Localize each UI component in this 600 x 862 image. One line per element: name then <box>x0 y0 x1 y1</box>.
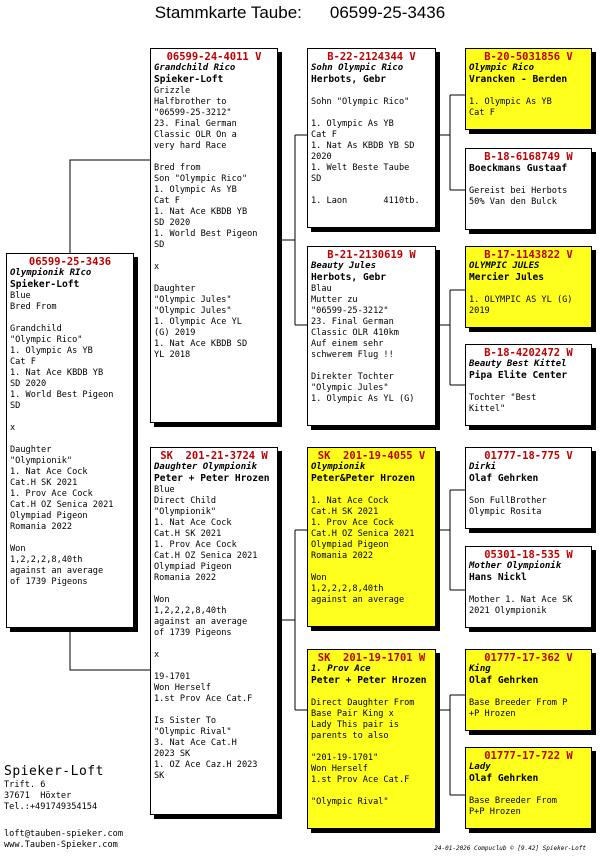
note-line <box>10 313 130 324</box>
note-line: 1,2,2,2,8,40th <box>311 584 384 594</box>
note-line <box>311 108 432 119</box>
note-line: Blau <box>311 284 332 294</box>
note-line: SD <box>10 401 21 411</box>
pigeon-card-father-sire[interactable] <box>307 48 436 228</box>
pigeon-card-fff[interactable] <box>465 48 592 130</box>
note-line <box>311 562 432 573</box>
note-line: 1. OZ Ace Caz.H 2023 <box>154 760 258 770</box>
note-line: parents to also <box>311 731 389 741</box>
note-line: Cat.H OZ Senica 2021 <box>154 551 258 561</box>
note-line: "Olympic Rival" <box>311 797 389 807</box>
note-line: Olympic Rosita <box>469 507 542 517</box>
note-line: Daughter <box>10 445 52 455</box>
note-line: SD <box>154 240 165 250</box>
note-line: 1. Prov Ace Cock <box>154 540 237 550</box>
breeder-name: Olaf Gehrken <box>469 473 539 484</box>
note-line <box>469 584 588 595</box>
pigeon-card-fmm[interactable] <box>465 344 592 426</box>
note-line <box>311 361 432 372</box>
breeder-name: Olaf Gehrken <box>469 773 539 784</box>
note-line <box>311 742 432 753</box>
note-line: very hard Race <box>154 141 227 151</box>
pigeon-notes <box>10 291 130 588</box>
note-line: 1. Prov Ace Cock <box>10 489 93 499</box>
note-line <box>469 284 588 295</box>
note-line: "Olympic Jules" <box>154 306 232 316</box>
pigeon-notes <box>311 687 432 808</box>
breeder-name: Pipa Elite Center <box>469 370 568 381</box>
title-ring-number: 06599-25-3436 <box>329 3 446 22</box>
breeder-street: Trift. 6 <box>4 780 46 790</box>
note-line: 50% Van den Bulck <box>469 197 557 207</box>
pigeon-name: OLYMPIC JULES <box>469 261 540 271</box>
note-line: 1. Nat Ace KBDB YB <box>10 368 104 378</box>
pigeon-notes <box>469 584 588 617</box>
pigeon-notes <box>154 86 274 361</box>
pigeon-name: Daughter Olympionik <box>154 462 257 472</box>
ring-number: SK 201-19-1701 W <box>317 652 426 664</box>
note-line: Olympiad Pigeon <box>154 562 232 572</box>
note-line: of 1739 Pigeons <box>10 577 88 587</box>
note-line: 23. Final German <box>154 119 237 129</box>
breeder-name: Spieker-Loft <box>10 279 80 290</box>
pigeon-name: Olympionik RIco <box>10 268 92 278</box>
breeder-name: Herbots, Gebr <box>311 272 387 283</box>
ring-number: SK 201-19-4055 V <box>317 450 426 462</box>
breeder-name: Hans Nickl <box>469 572 527 583</box>
note-line <box>311 687 432 698</box>
note-line: Auf einem sehr <box>311 339 384 349</box>
pigeon-name: Lady <box>469 762 491 772</box>
note-line: Direct Daughter From <box>311 698 415 708</box>
pigeon-name: Mother Olympionik <box>469 561 562 571</box>
note-line: Direkter Tochter <box>311 372 394 382</box>
note-line: 1. Nat Ace Cock <box>311 496 389 506</box>
note-line: against an average <box>154 617 248 627</box>
note-line: 1. Olympic As YB <box>469 97 552 107</box>
note-line: of 1739 Pigeons <box>154 628 232 638</box>
note-line: "Olympionik" <box>10 456 73 466</box>
pigeon-notes <box>469 284 588 317</box>
note-line: 2020 <box>311 152 332 162</box>
note-line: Romania 2022 <box>154 573 217 583</box>
pigeon-name: Grandchild Rico <box>154 63 236 73</box>
note-line: Won Herself <box>154 683 211 693</box>
pigeon-name: 1. Prov Ace <box>311 664 371 674</box>
breeder-name: Mercier Jules <box>469 272 545 283</box>
note-line: 19-1701 <box>154 672 191 682</box>
ring-number: B-20-5031856 V <box>484 51 573 63</box>
note-line: +P Hrozen <box>469 709 516 719</box>
breeder-name: Vrancken - Berden <box>469 74 568 85</box>
note-line: 2023 SK <box>154 749 191 759</box>
breeder-name: Peter&Peter Hrozen <box>311 473 415 484</box>
note-line: 1. World Best Pigeon <box>154 229 258 239</box>
note-line: Gereist bei Herbots <box>469 186 568 196</box>
note-line: Won <box>10 544 26 554</box>
note-line <box>469 485 588 496</box>
note-line: 1,2,2,2,8,40th <box>154 606 227 616</box>
note-line: "201-19-1701" <box>311 753 379 763</box>
note-line: Classic OLR 410km <box>311 328 399 338</box>
note-line: 1. Welt Beste Taube <box>311 163 410 173</box>
note-line: "Olympic Jules" <box>311 383 389 393</box>
note-line <box>154 661 274 672</box>
ring-number: 06599-25-3436 <box>28 256 112 268</box>
pigeon-notes <box>469 175 588 208</box>
pigeon-card-fmf[interactable] <box>465 246 592 328</box>
note-line: Lady This pair is <box>311 720 399 730</box>
note-line <box>154 152 274 163</box>
note-line: SK <box>154 771 165 781</box>
note-line: Daughter <box>154 284 196 294</box>
pigeon-card-mother-sire[interactable] <box>307 447 436 627</box>
pigeon-card-mfm[interactable] <box>465 546 592 628</box>
note-line: 1,2,2,2,8,40th <box>10 555 83 565</box>
note-line: Cat.H SK 2021 <box>154 529 222 539</box>
note-line: Cat.H SK 2021 <box>311 507 379 517</box>
pigeon-notes <box>469 86 588 119</box>
note-line: Cat F <box>311 130 337 140</box>
note-line <box>10 533 130 544</box>
ring-number: B-17-1143822 V <box>484 249 573 261</box>
ring-number: 01777-17-722 W <box>484 750 573 762</box>
contact-website[interactable]: www.Tauben-Spieker.com <box>4 840 118 850</box>
breeder-name: Boeckmans Gustaaf <box>469 163 568 174</box>
pigeon-card-ffm[interactable] <box>465 148 592 230</box>
note-line: x <box>154 262 160 272</box>
note-line: Base Breeder From P <box>469 698 568 708</box>
note-line <box>469 175 588 186</box>
note-line: "06599-25-3212" <box>311 306 389 316</box>
note-line: Cat F <box>469 108 495 118</box>
note-line: (G) 2019 <box>154 328 196 338</box>
note-line <box>154 639 274 650</box>
note-line: 1.st Prov Ace Cat.F <box>154 694 253 704</box>
note-line: "Olympic Rival" <box>154 727 232 737</box>
note-line: Blue <box>154 485 175 495</box>
note-line: Kittel" <box>469 404 506 414</box>
pigeon-card-mmm[interactable] <box>465 747 592 829</box>
breeder-name: Spieker-Loft <box>154 74 224 85</box>
note-line: Mother 1. Nat Ace SK <box>469 595 573 605</box>
note-line: x <box>154 650 160 660</box>
note-line: Won <box>154 595 170 605</box>
ring-number: 01777-18-775 V <box>484 450 573 462</box>
note-line: Cat.H OZ Senica 2021 <box>10 500 114 510</box>
note-line: Won Herself <box>311 764 368 774</box>
note-line: Is Sister To <box>154 716 217 726</box>
note-line <box>154 251 274 262</box>
ring-number: 05301-18-535 W <box>484 549 573 561</box>
note-line: Bred From <box>10 302 57 312</box>
pigeon-name: Olympionik <box>311 462 366 472</box>
note-line: "Olympic Rico" <box>10 335 83 345</box>
note-line: against an average <box>10 566 104 576</box>
note-line: Bred from <box>154 163 201 173</box>
pigeon-notes <box>469 485 588 518</box>
note-line: 1. Nat Ace KBDB YB <box>154 207 248 217</box>
pigeon-notes <box>311 485 432 606</box>
note-line: Base Breeder From <box>469 796 557 806</box>
pigeon-card-mother-dam[interactable] <box>307 649 436 829</box>
note-line: Son "Olympic Rico" <box>154 174 248 184</box>
note-line: SD 2020 <box>154 218 191 228</box>
note-line: SD 2020 <box>10 379 47 389</box>
note-line: Cat.H SK 2021 <box>10 478 78 488</box>
note-line <box>311 786 432 797</box>
note-line: Olympiad Pigeon <box>10 511 88 521</box>
pigeon-card-main[interactable] <box>6 253 134 628</box>
pigeon-notes <box>469 382 588 415</box>
ring-number: 06599-24-4011 V <box>166 51 262 63</box>
title-label: Stammkarte Taube: <box>154 3 302 22</box>
note-line: 1. Laon 4110tb. <box>311 196 420 206</box>
contact-email[interactable]: loft@tauben-spieker.com <box>4 829 123 839</box>
note-line: Cat F <box>10 357 36 367</box>
pigeon-card-father[interactable] <box>150 48 278 423</box>
note-line: 1. Nat As KBDB YB SD <box>311 141 415 151</box>
note-line <box>154 273 274 284</box>
note-line: Base Pair King x <box>311 709 394 719</box>
pigeon-card-mmf[interactable] <box>465 649 592 731</box>
note-line: Sohn "Olympic Rico" <box>311 97 410 107</box>
pigeon-card-father-dam[interactable] <box>307 246 436 426</box>
note-line: YL 2018 <box>154 350 191 360</box>
note-line: Won <box>311 573 327 583</box>
note-line: 2021 Olympionik <box>469 606 547 616</box>
pigeon-notes <box>311 284 432 405</box>
note-line: x <box>10 423 16 433</box>
note-line: Grandchild <box>10 324 62 334</box>
note-line <box>311 485 432 496</box>
pigeon-notes <box>469 785 588 818</box>
note-line: Cat F <box>154 196 180 206</box>
note-line: SD <box>311 174 322 184</box>
note-line: 1. Olympic As YB <box>10 346 93 356</box>
note-line: 23. Final German <box>311 317 394 327</box>
note-line: 1. World Best Pigeon <box>10 390 114 400</box>
pigeon-name: Beauty Best Kittel <box>469 359 567 369</box>
contact-footer <box>4 829 123 851</box>
note-line: 1. Olympic As YL (G) <box>311 394 415 404</box>
note-line: 1. Olympic Ace YL <box>154 317 242 327</box>
pigeon-name: Olympic Rico <box>469 63 535 73</box>
note-line: 1. Olympic As YB <box>311 119 394 129</box>
note-line <box>311 86 432 97</box>
note-line <box>469 86 588 97</box>
breeder-city: 37671 Höxter <box>4 791 72 801</box>
ring-number: B-21-2130619 W <box>327 249 416 261</box>
note-line: P+P Hrozen <box>469 807 521 817</box>
note-line: against an average <box>311 595 405 605</box>
note-line: 1. Olympic As YB <box>154 185 237 195</box>
note-line: 1. Nat Ace Cock <box>10 467 88 477</box>
note-line: "Olympionik" <box>154 507 217 517</box>
note-line: Romania 2022 <box>311 551 374 561</box>
note-line <box>10 434 130 445</box>
pigeon-name: Dirki <box>469 462 497 472</box>
note-line: Cat.H OZ Senica 2021 <box>311 529 415 539</box>
ring-number: SK 201-21-3724 W <box>160 450 268 462</box>
ring-number: B-18-6168749 W <box>484 151 573 163</box>
note-line: 1. Nat Ace KBDB SD <box>154 339 248 349</box>
note-line <box>154 705 274 716</box>
pigeon-notes <box>469 687 588 720</box>
note-line: Classic OLR On a <box>154 130 237 140</box>
breeder-name: Peter + Peter Hrozen <box>154 473 270 484</box>
note-line: Mutter zu <box>311 295 358 305</box>
note-line: 2019 <box>469 306 490 316</box>
note-line: "06599-25-3212" <box>154 108 232 118</box>
pigeon-card-mother[interactable] <box>150 447 278 815</box>
note-line: "Olympic Jules" <box>154 295 232 305</box>
note-line: Olympiad Pigeon <box>311 540 389 550</box>
note-line: Tochter "Best <box>469 393 537 403</box>
note-line: Romania 2022 <box>10 522 73 532</box>
note-line: 1. Nat Ace Cock <box>154 518 232 528</box>
note-line: 1.st Prov Ace Cat.F <box>311 775 410 785</box>
note-line: schwerem Flug !! <box>311 350 394 360</box>
note-line <box>469 687 588 698</box>
software-stamp: 24-01-2026 Compuclub © [9.42] Spieker-Loft <box>434 845 586 852</box>
note-line <box>311 185 432 196</box>
note-line: Blue <box>10 291 31 301</box>
note-line <box>469 382 588 393</box>
note-line: 1. Prov Ace Cock <box>311 518 394 528</box>
breeder-phone: Tel.:+491749354154 <box>4 802 98 812</box>
note-line: Direct Child <box>154 496 217 506</box>
pigeon-card-mff[interactable] <box>465 447 592 529</box>
note-line: Son FullBrother <box>469 496 547 506</box>
note-line <box>154 584 274 595</box>
breeder-address-block <box>4 764 104 813</box>
note-line <box>10 412 130 423</box>
note-line: 1. OLYMPIC AS YL (G) <box>469 295 573 305</box>
breeder-name: Peter + Peter Hrozen <box>311 675 427 686</box>
pigeon-name: Sohn Olympic Rico <box>311 63 404 73</box>
note-line: Grizzle <box>154 86 191 96</box>
ring-number: B-22-2124344 V <box>327 51 416 63</box>
note-line: Halfbrother to <box>154 97 227 107</box>
pigeon-notes <box>311 86 432 207</box>
note-line: 3. Nat Ace Cat.H <box>154 738 237 748</box>
breeder-name: Olaf Gehrken <box>469 675 539 686</box>
ring-number: B-18-4202472 W <box>484 347 573 359</box>
note-line <box>469 785 588 796</box>
ring-number: 01777-17-362 V <box>484 652 573 664</box>
pigeon-name: King <box>469 664 491 674</box>
pigeon-name: Beauty Jules <box>311 261 377 271</box>
breeder-loft-name: Spieker-Loft <box>4 764 104 779</box>
pigeon-notes <box>154 485 274 782</box>
breeder-name: Herbots, Gebr <box>311 74 387 85</box>
